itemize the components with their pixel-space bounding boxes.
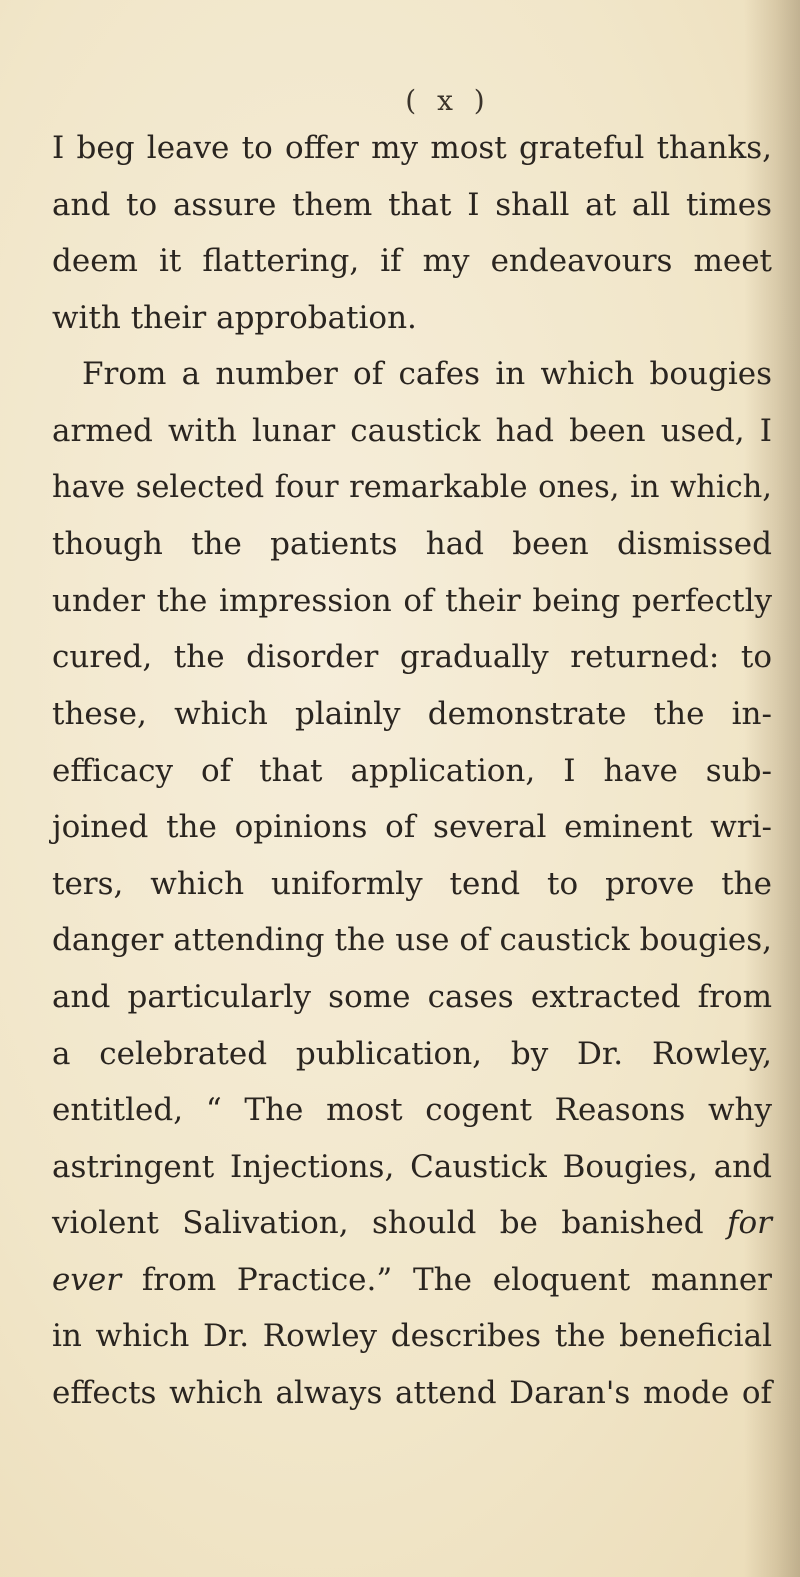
text-line: with their approbation.	[52, 299, 417, 336]
text-line: armed with lunar caustick had been used, I	[52, 412, 772, 449]
text-line: these, which plainly demonstrate the in-	[52, 695, 772, 732]
text-line: a celebrated publication, by Dr. Rowley,	[52, 1035, 772, 1072]
text-line: entitled, “ The most cogent Reasons why	[52, 1092, 772, 1129]
text-line: danger attending the use of caustick bougies,	[52, 922, 772, 959]
text-line: astringent Injections, Caustick Bougies, and	[52, 1148, 772, 1185]
text-segment: violent Salivation, should be banished	[52, 1205, 704, 1242]
body-text	[52, 126, 772, 1428]
text-line: joined the opinions of several eminent wri-	[52, 809, 772, 846]
text-line: From a number of cafes in which bougies	[82, 356, 772, 393]
text-line: I beg leave to offer my most grateful thanks,	[52, 130, 772, 166]
text-line: and to assure them that I shall at all times	[52, 186, 772, 223]
italic-segment: ever	[52, 1261, 122, 1298]
text-line: cured, the disorder gradually returned: to	[52, 639, 772, 676]
text-line: ters, which uniformly tend to prove the	[52, 865, 772, 902]
text-line: have selected four remarkable ones, in which,	[52, 469, 772, 505]
text-line: in which Dr. Rowley describes the beneficial	[52, 1318, 772, 1355]
italic-segment: for	[727, 1205, 773, 1242]
text-segment: from Practice.” The eloquent manner	[141, 1261, 772, 1298]
text-line: under the impression of their being perfectly	[52, 582, 772, 619]
text-line: and particularly some cases extracted from	[52, 978, 772, 1015]
text-line: though the patients had been dismissed	[52, 526, 772, 563]
text-line	[52, 1201, 772, 1258]
text-line: effects which always attend Daran's mode of	[52, 1375, 772, 1412]
text-line: deem it flattering, if my endeavours meet	[52, 243, 772, 280]
text-line: efficacy of that application, I have sub-	[52, 752, 772, 789]
text-line	[52, 1258, 772, 1315]
page-number: ( x )	[405, 84, 491, 117]
